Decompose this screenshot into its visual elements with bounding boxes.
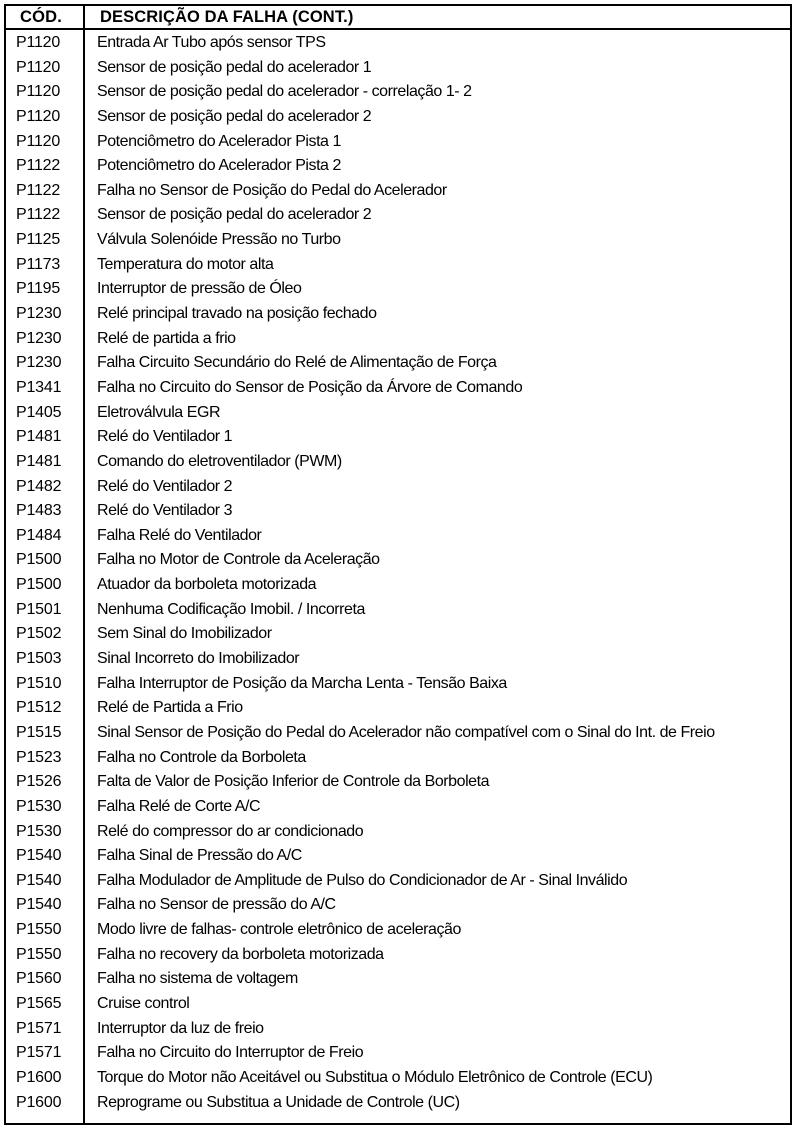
- fault-code: P1565: [16, 994, 62, 1012]
- fault-code: P1500: [16, 551, 62, 569]
- fault-code: P1122: [16, 181, 61, 199]
- fault-description: Falha Sinal de Pressão do A/C: [97, 847, 302, 865]
- fault-description: Falha no Sensor de Posição do Pedal do Acelerador: [97, 181, 447, 199]
- table-body: [4, 32, 792, 1116]
- fault-description: Falha no sistema de voltagem: [97, 970, 298, 988]
- fault-code: P1195: [16, 280, 61, 298]
- table-row: [4, 796, 792, 821]
- fault-code: P1173: [16, 255, 61, 273]
- table-row: [4, 599, 792, 624]
- table-row: [4, 278, 792, 303]
- fault-description: Válvula Solenóide Pressão no Turbo: [97, 231, 341, 249]
- fault-description: Temperatura do motor alta: [97, 255, 274, 273]
- fault-description: Sensor de posição pedal do acelerador 2: [97, 107, 372, 125]
- table-row: [4, 870, 792, 895]
- table-row: [4, 623, 792, 648]
- fault-description: Relé do Ventilador 3: [97, 502, 233, 520]
- fault-code: P1523: [16, 748, 62, 766]
- fault-description: Potenciômetro do Acelerador Pista 2: [97, 157, 341, 175]
- fault-description: Interruptor de pressão de Óleo: [97, 280, 302, 298]
- table-row: [4, 821, 792, 846]
- table-row: [4, 155, 792, 180]
- fault-description: Relé de partida a frio: [97, 329, 236, 347]
- fault-description: Falha no Circuito do Interruptor de Freio: [97, 1044, 364, 1062]
- fault-code: P1122: [16, 206, 61, 224]
- fault-code: P1120: [16, 132, 61, 150]
- table-row: [4, 993, 792, 1018]
- fault-code: P1483: [16, 502, 62, 520]
- fault-description: Relé de Partida a Frio: [97, 699, 243, 717]
- fault-description: Falha Modulador de Amplitude de Pulso do Condicionador de Ar - Sinal Inválido: [97, 871, 628, 889]
- table-row: [4, 328, 792, 353]
- fault-description: Falha Relé de Corte A/C: [97, 797, 261, 815]
- fault-description: Falha Interruptor de Posição da Marcha Lenta - Tensão Baixa: [97, 674, 507, 692]
- table-row: [4, 944, 792, 969]
- table-row: [4, 747, 792, 772]
- fault-code: P1571: [16, 1019, 62, 1037]
- table-row: [4, 1042, 792, 1067]
- fault-description: Sinal Incorreto do Imobilizador: [97, 650, 300, 668]
- table-row: [4, 377, 792, 402]
- table-row: [4, 919, 792, 944]
- table-row: [4, 968, 792, 993]
- fault-code: P1500: [16, 576, 62, 594]
- fault-description: Sensor de posição pedal do acelerador - correlação 1- 2: [97, 83, 472, 101]
- fault-description: Entrada Ar Tubo após sensor TPS: [97, 34, 326, 51]
- fault-code: P1230: [16, 329, 62, 347]
- table-row: [4, 180, 792, 205]
- fault-code: P1341: [16, 378, 62, 396]
- table-row: [4, 771, 792, 796]
- table-row: [4, 131, 792, 156]
- fault-code: P1503: [16, 650, 62, 668]
- table-row: [4, 352, 792, 377]
- table-row: [4, 697, 792, 722]
- fault-description: Falha no Sensor de pressão do A/C: [97, 896, 336, 914]
- fault-code: P1120: [16, 34, 61, 51]
- table-header: [4, 4, 792, 30]
- fault-description: Relé principal travado na posição fechado: [97, 305, 377, 323]
- fault-code: P1481: [16, 452, 62, 470]
- fault-description: Modo livre de falhas- controle eletrônico de aceleração: [97, 921, 461, 939]
- fault-code: P1120: [16, 58, 61, 76]
- table-row: [4, 303, 792, 328]
- fault-description: Nenhuma Codificação Imobil. / Incorreta: [97, 600, 365, 618]
- table-row: [4, 57, 792, 82]
- table-row: [4, 1018, 792, 1043]
- fault-description: Atuador da borboleta motorizada: [97, 576, 317, 594]
- table-row: [4, 204, 792, 229]
- fault-code: P1122: [16, 157, 61, 175]
- table-row: [4, 229, 792, 254]
- fault-code: P1230: [16, 354, 62, 372]
- fault-code: P1540: [16, 847, 62, 865]
- fault-description: Sensor de posição pedal do acelerador 2: [97, 206, 372, 224]
- fault-description: Falha no Controle da Borboleta: [97, 748, 306, 766]
- table-row: [4, 894, 792, 919]
- fault-description: Comando do eletroventilador (PWM): [97, 452, 342, 470]
- fault-description: Reprograme ou Substitua a Unidade de Controle (UC): [97, 1093, 460, 1111]
- table-row: [4, 32, 792, 57]
- table-row: [4, 525, 792, 550]
- table-row: [4, 1067, 792, 1092]
- fault-code: P1125: [16, 231, 61, 249]
- fault-description: Falha Circuito Secundário do Relé de Alimentação de Força: [97, 354, 497, 372]
- fault-code: P1515: [16, 723, 62, 741]
- fault-description: Falha no recovery da borboleta motorizada: [97, 945, 384, 963]
- table-row: [4, 1092, 792, 1117]
- table-row: [4, 673, 792, 698]
- fault-code: P1600: [16, 1068, 62, 1086]
- fault-code: P1484: [16, 526, 62, 544]
- fault-code: P1530: [16, 797, 62, 815]
- table-row: [4, 106, 792, 131]
- fault-description: Falta de Valor de Posição Inferior de Controle da Borboleta: [97, 773, 490, 791]
- fault-code: P1571: [16, 1044, 62, 1062]
- fault-description: Potenciômetro do Acelerador Pista 1: [97, 132, 341, 150]
- table-row: [4, 426, 792, 451]
- fault-code: P1550: [16, 921, 62, 939]
- fault-code: P1510: [16, 674, 62, 692]
- table-row: [4, 574, 792, 599]
- table-row: [4, 648, 792, 673]
- fault-description: Falha Relé do Ventilador: [97, 526, 262, 544]
- fault-description: Sinal Sensor de Posição do Pedal do Acelerador não compatível com o Sinal do Int. de Freio: [97, 723, 715, 741]
- table-row: [4, 549, 792, 574]
- fault-description: Sensor de posição pedal do acelerador 1: [97, 58, 372, 76]
- fault-code: P1120: [16, 83, 61, 101]
- table-row: [4, 500, 792, 525]
- fault-description: Interruptor da luz de freio: [97, 1019, 264, 1037]
- fault-description: Cruise control: [97, 994, 190, 1012]
- fault-code: P1512: [16, 699, 62, 717]
- fault-code: P1540: [16, 871, 62, 889]
- table-row: [4, 81, 792, 106]
- fault-code: P1600: [16, 1093, 62, 1111]
- fault-description: Relé do Ventilador 1: [97, 428, 233, 446]
- fault-code: P1502: [16, 625, 62, 643]
- table-row: [4, 722, 792, 747]
- fault-description: Eletroválvula EGR: [97, 403, 221, 421]
- fault-code: P1405: [16, 403, 62, 421]
- fault-code: P1501: [16, 600, 62, 618]
- fault-description: Relé do Ventilador 2: [97, 477, 233, 495]
- fault-code: P1482: [16, 477, 62, 495]
- table-row: [4, 845, 792, 870]
- fault-description: Relé do compressor do ar condicionado: [97, 822, 364, 840]
- fault-code: P1230: [16, 305, 62, 323]
- header-code: CÓD.: [20, 8, 63, 26]
- fault-code: P1120: [16, 107, 61, 125]
- fault-description: Falha no Circuito do Sensor de Posição da Árvore de Comando: [97, 378, 523, 396]
- fault-description: Falha no Motor de Controle da Aceleração: [97, 551, 380, 569]
- fault-code: P1540: [16, 896, 62, 914]
- table-row: [4, 451, 792, 476]
- fault-code: P1481: [16, 428, 62, 446]
- table-row: [4, 402, 792, 427]
- fault-code: P1550: [16, 945, 62, 963]
- table-row: [4, 254, 792, 279]
- table-row: [4, 476, 792, 501]
- fault-description: Sem Sinal do Imobilizador: [97, 625, 272, 643]
- fault-description: Torque do Motor não Aceitável ou Substitua o Módulo Eletrônico de Controle (ECU): [97, 1068, 653, 1086]
- header-description: DESCRIÇÃO DA FALHA (CONT.): [100, 8, 354, 26]
- fault-code: P1530: [16, 822, 62, 840]
- fault-code: P1526: [16, 773, 62, 791]
- fault-code: P1560: [16, 970, 62, 988]
